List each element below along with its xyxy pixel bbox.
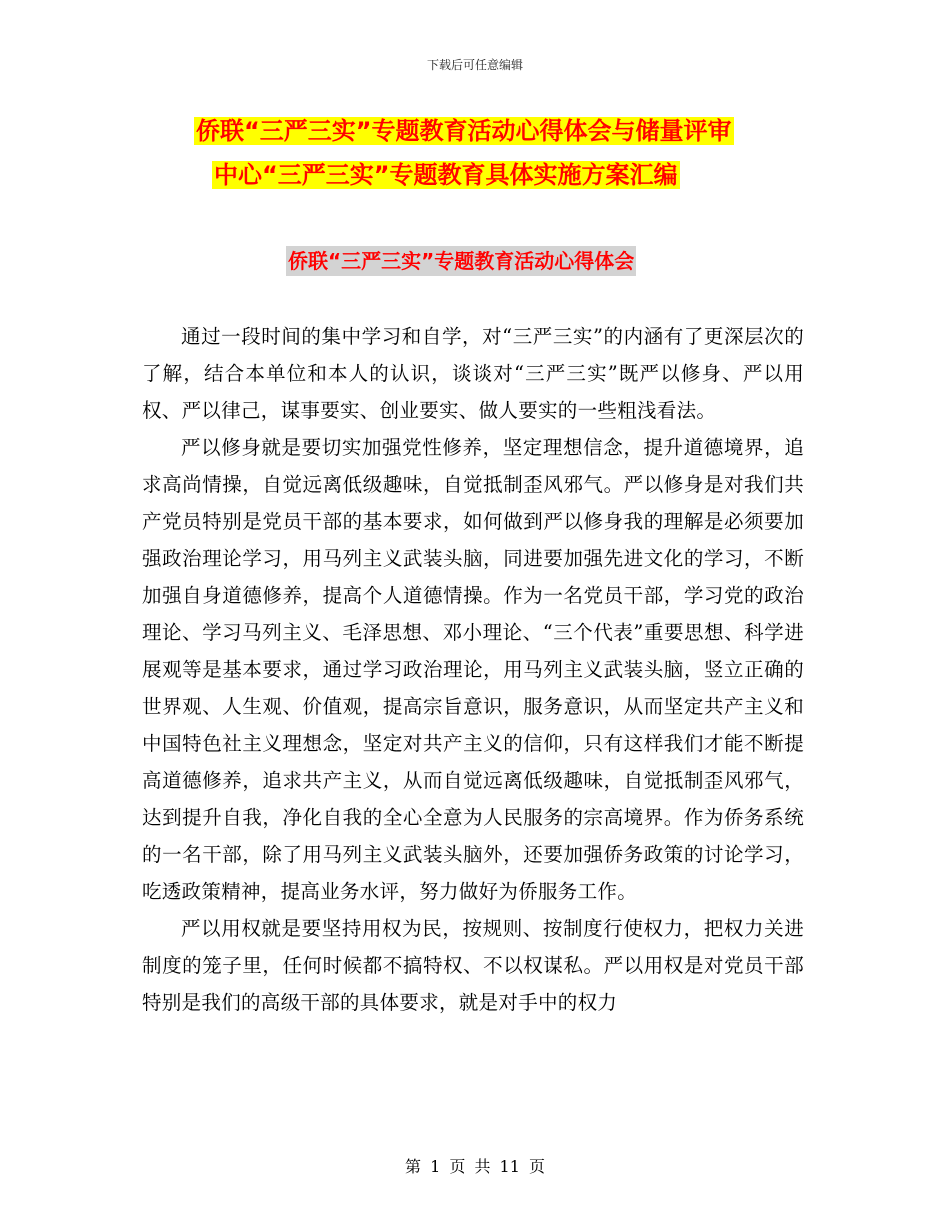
section-heading: 侨联“三严三实”专题教育活动心得体会: [286, 246, 636, 276]
document-title-line-1: [0, 114, 950, 148]
body-text: [142, 318, 804, 1021]
document-title-line-2: [0, 158, 950, 192]
document-title-line-1-text: 侨联“三严三实”专题教育活动心得体会与储量评审: [196, 117, 732, 145]
paragraph-2: 严以修身就是要切实加强党性修养，坚定理想信念，提升道德境界，追求高尚情操，自觉远离低级趣味，自觉抵制歪风邪气。严以修身是对我们共产党员特别是党员干部的基本要求，如何做到严以修身我的理解是必须要加强政治理论学习，用马列主义武装头脑，同进要加强先进文化的学习，不断加强自身道德修养，提高个人道德情操。作为一名党员干部，学习党的政治理论、学习马列主义、毛泽思想、邓小理论、“三个代表”重要思想、科学进展观等是基本要求，通过学习政治理论，用马列主义武装头脑，竖立正确的世界观、人生观、价值观，提高宗旨意识，服务意识，从而坚定共产主义和中国特色社主义理想念，坚定对共产主义的信仰，只有这样我们才能不断提高道德修养，追求共产主义，从而自觉远离低级趣味，自觉抵制歪风邪气，达到提升自我，净化自我的全心全意为人民服务的宗高境界。作为侨务系统的一名干部，除了用马列主义武装头脑外，还要加强侨务政策的讨论学习，吃透政策精神，提高业务水评，努力做好为侨服务工作。: [142, 436, 804, 903]
header-note: 下载后可任意编辑: [426, 58, 523, 72]
document-title-line-2-text: 中心“三严三实”专题教育具体实施方案汇编: [214, 161, 678, 189]
page-number-footer: 第 1 页 共 11 页: [405, 1157, 545, 1176]
paragraph-3: 严以用权就是要坚持用权为民，按规则、按制度行使权力，把权力关进制度的笼子里，任何时候都不搞特权、不以权谋私。严以用权是对党员干部特别是我们的高级干部的具体要求，就是对手中的权力: [142, 917, 804, 1014]
paragraph-1: 通过一段时间的集中学习和自学，对“三严三实”的内涵有了更深层次的了解，结合本单位和本人的认识，谈谈对“三严三实”既严以修身、严以用权、严以律己，谋事要实、创业要实、做人要实的一些粗浅看法。: [142, 325, 804, 422]
